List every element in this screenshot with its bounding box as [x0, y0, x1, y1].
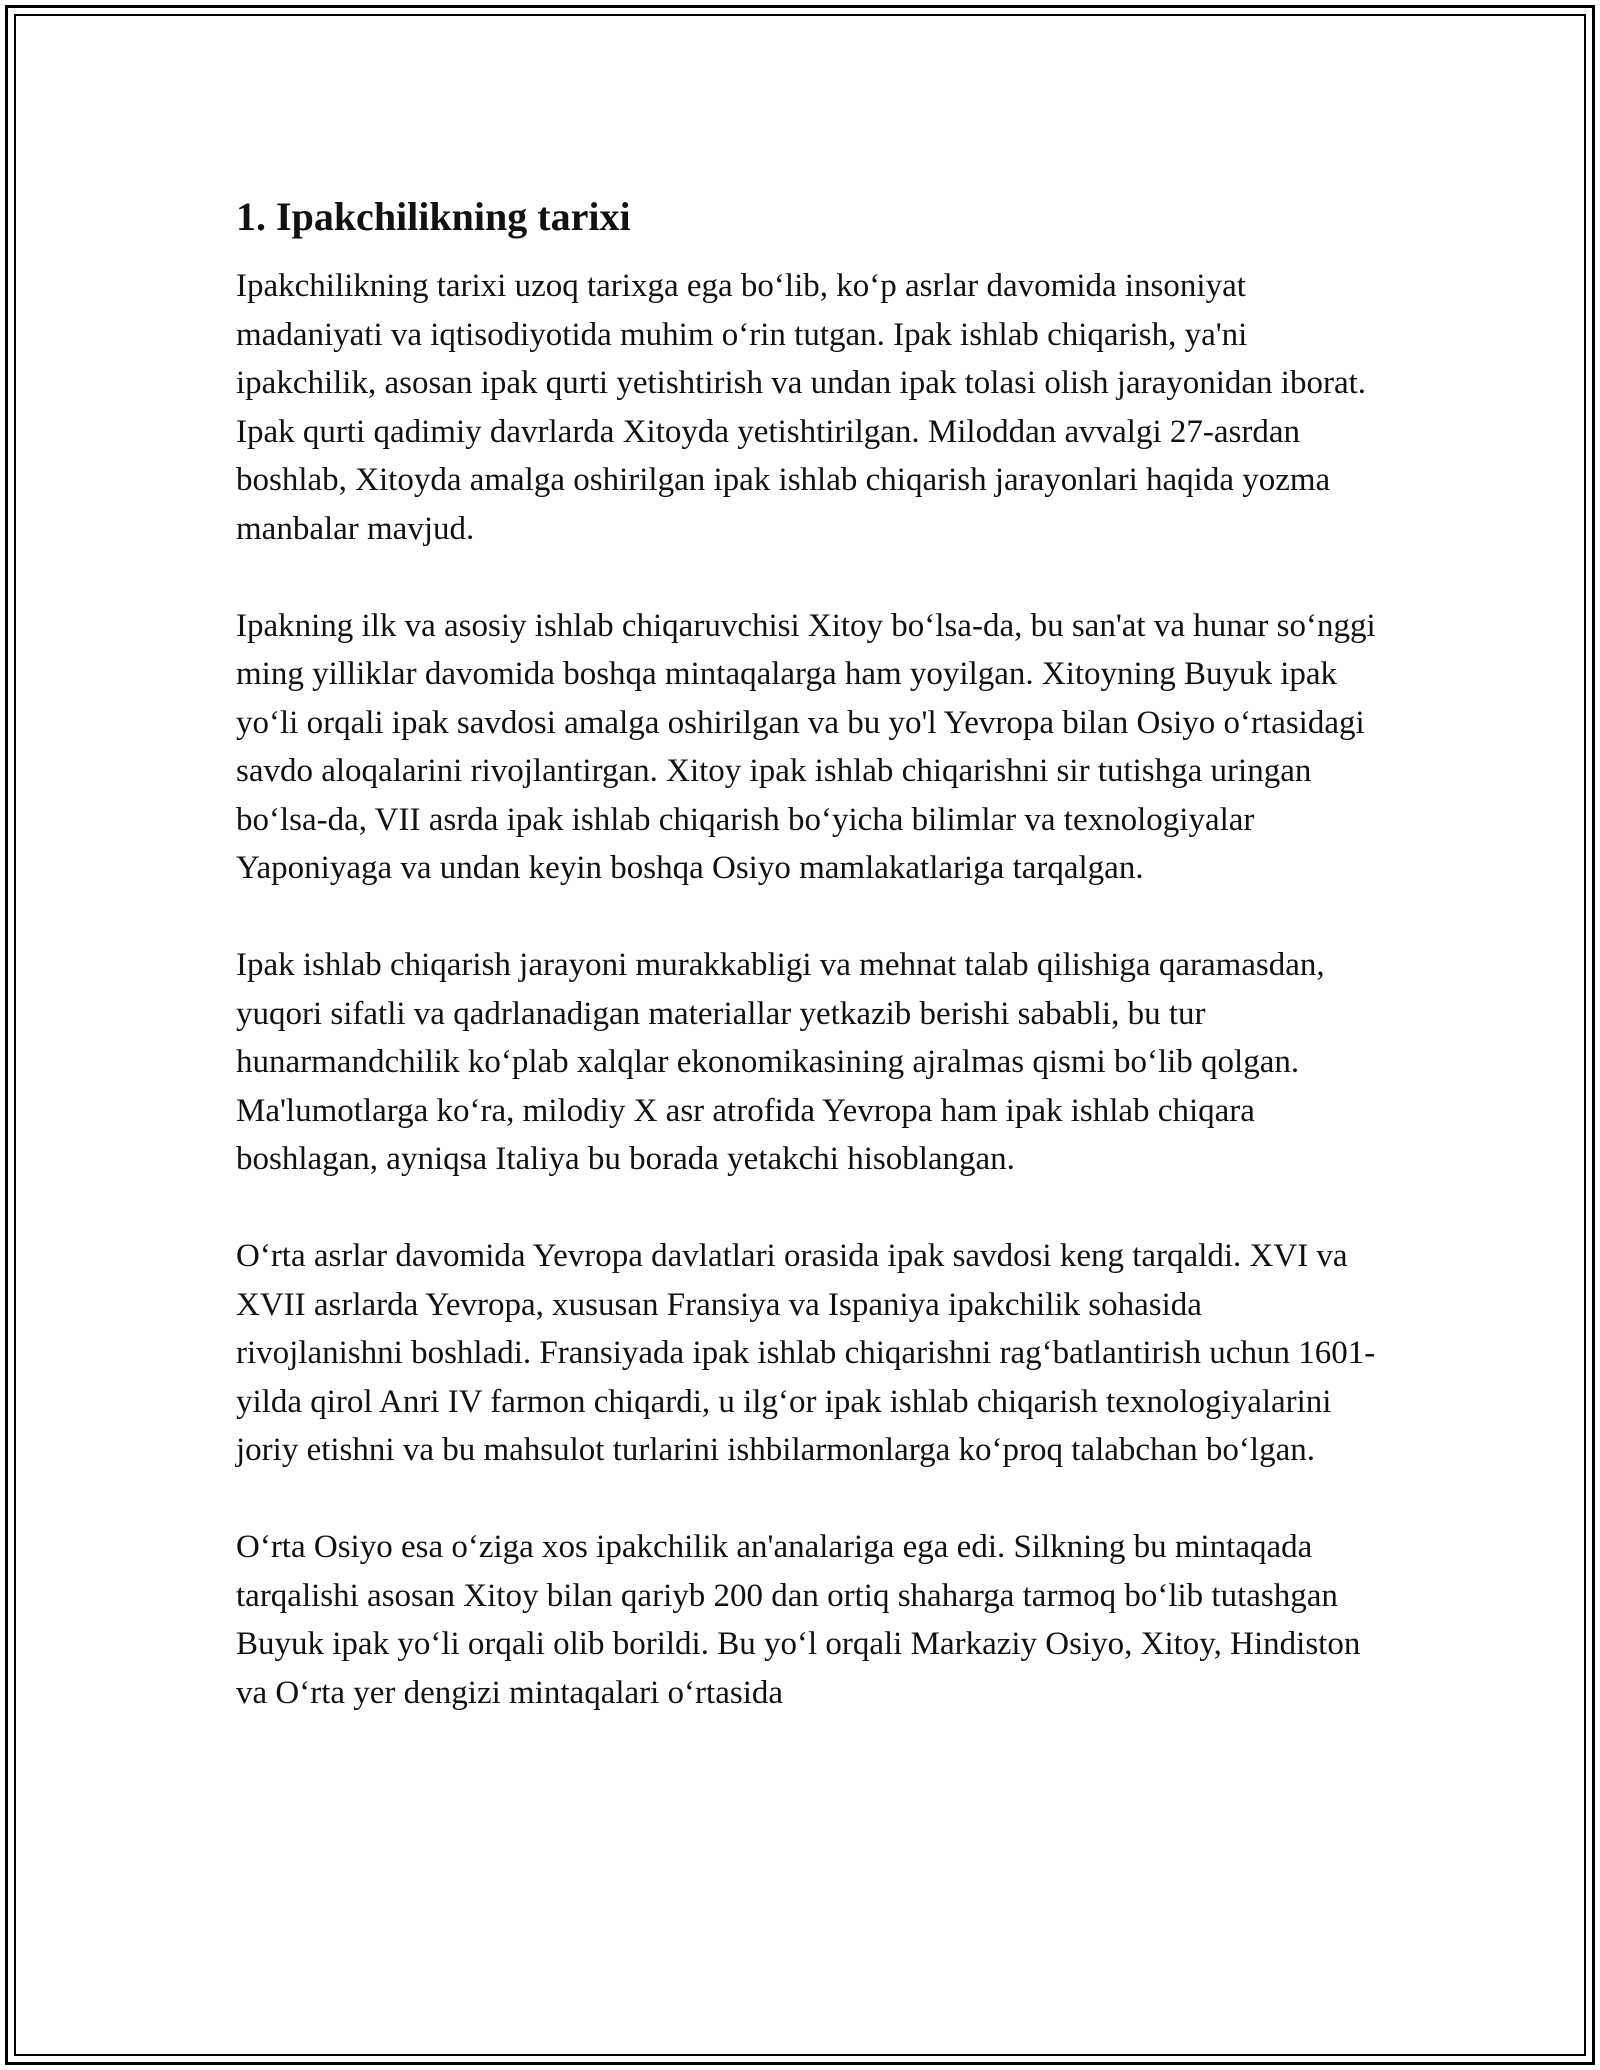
section-title: 1. Ipakchilikning tarixi [236, 194, 631, 239]
paragraph-1: Ipakchilikning tarixi uzoq tarixga ega bo‘lib, ko‘p asrlar davomida insoniyat madaniyati va iqtisodiyotida muhim o‘rin tutgan. Ipak ishlab chiqarish, ya'ni ipakchilik, asosan ipak qurti yetishtirish va undan ipak tolasi olish jarayonidan iborat. Ipak qurti qadimiy davrlarda Xitoyda yetishtirilgan. Miloddan avvalgi 27-asrdan boshlab, Xitoyda amalga oshirilgan ipak ishlab chiqarish jarayonlari haqida yozma manbalar mavjud. [236, 268, 1367, 547]
paragraph-5: O‘rta Osiyo esa o‘ziga xos ipakchilik an'analariga ega edi. Silkning bu mintaqada tarqalishi asosan Xitoy bilan qariyb 200 dan ortiq shaharga tarmoq bo‘lib tutashgan Buyuk ipak yo‘li orqali olib borildi. Bu yo‘l orqali Markaziy Osiyo, Xitoy, Hindiston va O‘rta yer dengizi mintaqalari o‘rtasida [236, 1529, 1361, 1711]
paragraph-3: Ipak ishlab chiqarish jarayoni murakkabligi va mehnat talab qilishiga qaramasdan, yuqori sifatli va qadrlanadigan materiallar yetkazib berishi sababli, bu tur hunarmandchilik ko‘plab xalqlar ekonomikasining ajralmas qismi bo‘lib qolgan. Ma'lumotlarga ko‘ra, milodiy X asr atrofida Yevropa ham ipak ishlab chiqara boshlagan, ayniqsa Italiya bu borada yetakchi hisoblangan. [236, 947, 1325, 1177]
document-body [236, 180, 1376, 1717]
paragraph-2: Ipakning ilk va asosiy ishlab chiqaruvchisi Xitoy bo‘lsa-da, bu san'at va hunar so‘nggi ming yilliklar davomida boshqa mintaqalarga ham yoyilgan. Xitoyning Buyuk ipak yo‘li orqali ipak savdosi amalga oshirilgan va bu yo'l Yevropa bilan Osiyo o‘rtasidagi savdo aloqalarini rivojlantirgan. Xitoy ipak ishlab chiqarishni sir tutishga uringan bo‘lsa-da, VII asrda ipak ishlab chiqarish bo‘yicha bilimlar va texnologiyalar Yaponiyaga va undan keyin boshqa Osiyo mamlakatlariga tarqalgan. [236, 607, 1376, 886]
paragraph-4: O‘rta asrlar davomida Yevropa davlatlari orasida ipak savdosi keng tarqaldi. XVI va XVII asrlarda Yevropa, xususan Fransiya va Ispaniya ipakchilik sohasida rivojlanishni boshladi. Fransiyada ipak ishlab chiqarishni rag‘batlantirish uchun 1601-yilda qirol Anri IV farmon chiqardi, u ilg‘or ipak ishlab chiqarish texnologiyalarini joriy etishni va bu mahsulot turlarini ishbilarmonlarga ko‘proq talabchan bo‘lgan. [236, 1238, 1376, 1468]
